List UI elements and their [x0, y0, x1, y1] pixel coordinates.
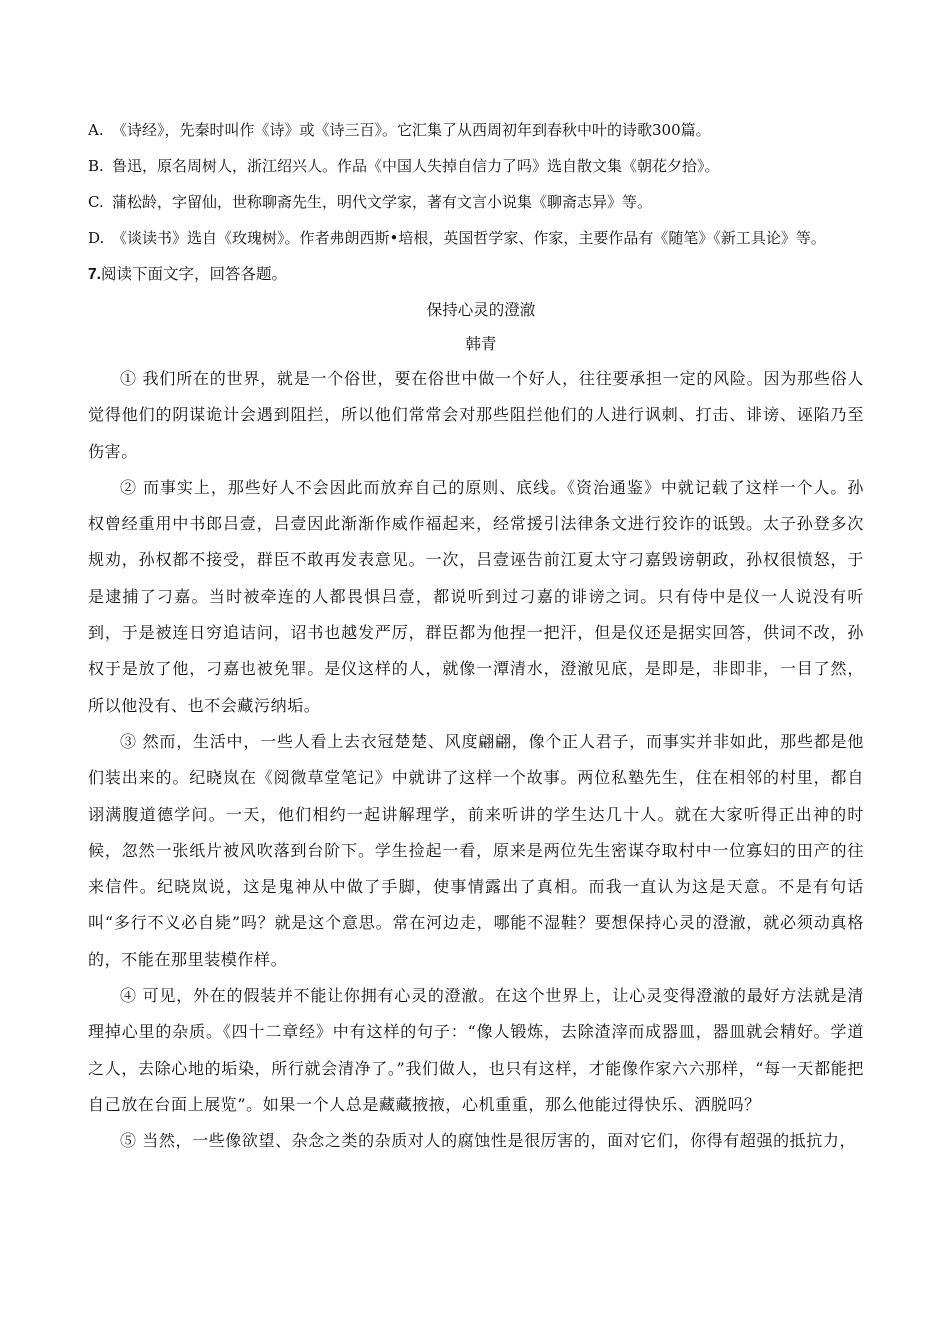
option-text: 《谈读书》选自《玫瑰树》。作者弗朗西斯•培根，英国哲学家、作家，主要作品有《随笔》《新工具论》等。	[112, 229, 826, 247]
question-prompt: 阅读下面文字，回答各题。	[100, 265, 287, 283]
option-letter: A.	[88, 121, 104, 139]
paragraph-2: ② 而事实上，那些好人不会因此而放弃自己的原则、底线。《资治通鉴》中就记载了这样一个人。孙权曾经重用中书郎吕壹，吕壹因此渐渐作威作福起来，经常援引法律条文进行狡诈的诋毁。太子孙登多次规劝，孙权都不接受，群臣不敢再发表意见。一次，吕壹诬告前江夏太守刁嘉毁谤朝政，孙权很愤怒，于是逮捕了刁嘉。当时被牵连的人都畏惧吕壹，都说听到过刁嘉的诽谤之词。只有侍中是仪一人说没有听到，于是被连日穷追诘问，诏书也越发严厉，群臣都为他捏一把汗，但是仪还是据实回答，供词不改，孙权于是放了他，刁嘉也被免罪。是仪这样的人，就像一潭清水，澄澈见底，是即是，非即非，一目了然，所以他没有、也不会藏污纳垢。	[88, 477, 864, 715]
paragraph-3: ③ 然而，生活中，一些人看上去衣冠楚楚、风度翩翩，像个正人君子，而事实并非如此，那些都是他们装出来的。纪晓岚在《阅微草堂笔记》中就讲了这样一个故事。两位私塾先生，住在相邻的村里，都自诩满腹道德学问。一天，他们相约一起讲解理学，前来听讲的学生达几十人。就在大家听得正出神的时候，忽然一张纸片被风吹落到台阶下。学生捡起一看，原来是两位先生密谋夺取村中一位寡妇的田产的往来信件。纪晓岚说，这是鬼神从中做了手脚，使事情露出了真相。而我一直认为这是天意。不是有句话叫“多行不义必自毙”吗？就是这个意思。常在河边走，哪能不湿鞋？要想保持心灵的澄澈，就必须动真格的，不能在那里装模作样。	[88, 731, 864, 969]
option-text: 蒲松龄，字留仙，世称聊斋先生，明代文学家，著有文言小说集《聊斋志异》等。	[112, 193, 653, 211]
option-letter: C.	[88, 193, 104, 211]
option-letter: B.	[88, 157, 104, 175]
paragraph-1: ① 我们所在的世界，就是一个俗世，要在俗世中做一个好人，往往要承担一定的风险。因为那些俗人觉得他们的阴谋诡计会遇到阻拦，所以他们常常会对那些阻拦他们的人进行讽刺、打击、诽谤、诬陷乃至伤害。	[88, 369, 864, 461]
paragraph-5: ⑤ 当然，一些像欲望、杂念之类的杂质对人的腐蚀性是很厉害的，面对它们，你得有超强的抵抗力，	[120, 1131, 857, 1151]
option-c	[88, 184, 864, 220]
option-text: 鲁迅，原名周树人，浙江绍兴人。作品《中国人失掉自信力了吗》选自散文集《朝花夕拾》。	[112, 157, 720, 175]
option-a	[88, 112, 864, 148]
article-title: 保持心灵的澄澈	[426, 301, 536, 319]
article-author: 韩青	[465, 335, 497, 353]
option-b	[88, 148, 864, 184]
question-number: 7.	[88, 266, 101, 283]
option-letter: D.	[88, 229, 105, 247]
question-7	[88, 256, 864, 293]
option-text: 《诗经》，先秦时叫作《诗》或《诗三百》。它汇集了从西周初年到春秋中叶的诗歌300篇。	[112, 121, 711, 139]
paragraph-4: ④ 可见，外在的假装并不能让你拥有心灵的澄澈。在这个世界上，让心灵变得澄澈的最好方法就是清理掉心里的杂质。《四十二章经》中有这样的句子：“像人锻炼，去除渣滓而成器皿，器皿就会精好。学道之人，去除心地的垢染，所行就会清净了。”我们做人，也只有这样，才能像作家六六那样，“每一天都能把自己放在台面上展览”。如果一个人总是藏藏掖掖，心机重重，那么他能过得快乐、洒脱吗？	[88, 986, 864, 1114]
option-d	[88, 220, 864, 256]
